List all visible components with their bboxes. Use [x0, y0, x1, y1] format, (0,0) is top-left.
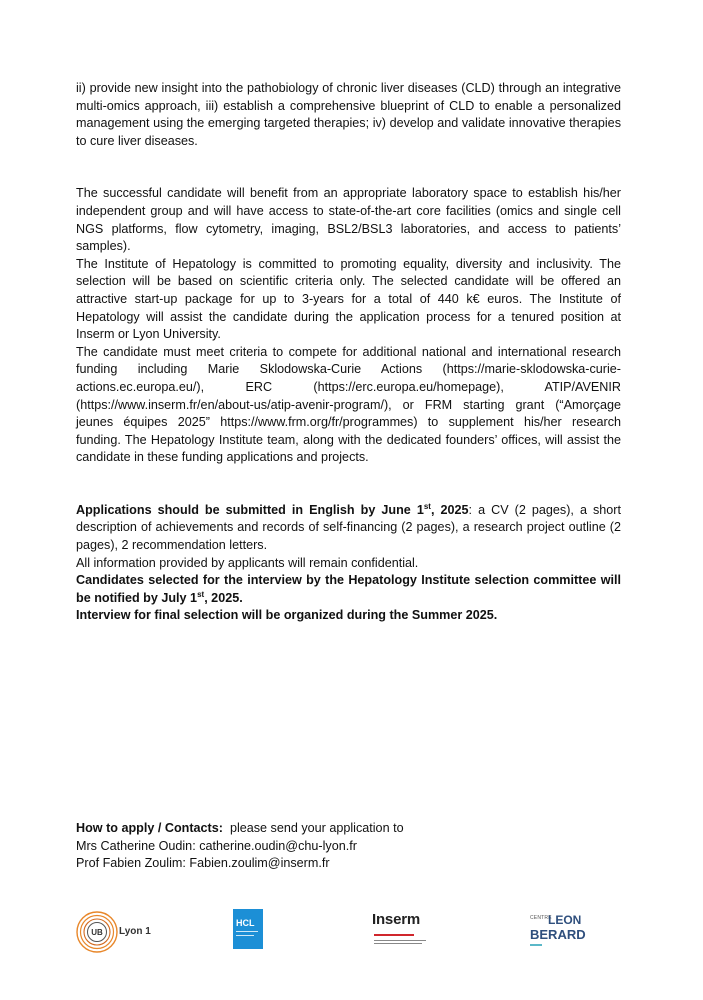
notification-text: Candidates selected for the interview by the Hepatology Institute selection committee will be notified by July 1st, 2025.	[76, 573, 621, 605]
paragraph-applications	[76, 502, 621, 555]
leon-label: LEON	[548, 913, 582, 927]
lyon1-circles-icon	[75, 907, 119, 957]
leon-centre-label: CENTRE	[530, 915, 552, 921]
contacts-intro: please send your application to	[229, 821, 404, 835]
paragraph-funding: The candidate must meet criteria to compete for additional national and international research funding including Marie Sklodowska-Curie Actions (https://marie-sklodowska-curie-actions.ec.europa.eu/), ERC (https://erc.europa.eu/homepage), ATIP/AVENIR (https://www.inserm.fr/en/about-us/atip-avenir-program/), or FRM starting grant (“Amorçage jeunes équipes 2025” https://www.frm.org/fr/programmes) to supplement his/her research funding. The Hepatology Institute team, along with the dedicated founders’ offices, will assist the candidate in these funding applications and projects.	[76, 344, 621, 465]
deadline-text: Applications should be submitted in English by June 1st, 2025	[76, 501, 469, 517]
berard-label: BERARD	[530, 927, 586, 942]
contact-oudin: Mrs Catherine Oudin: catherine.oudin@chu-lyon.fr	[76, 838, 357, 853]
hcl-logo	[233, 909, 263, 949]
inserm-label: Inserm	[372, 911, 420, 928]
lyon1-logo	[75, 907, 185, 959]
logo-strip	[70, 905, 630, 965]
paragraph-facilities: The successful candidate will benefit from an appropriate laboratory space to establish his/her independent group and will have access to state-of-the-art core facilities (omics and single cell NGS platforms, flow cytometry, imaging, BSL2/BSL3 laboratories, and access to patients’ samples).	[76, 186, 621, 254]
inserm-logo	[372, 911, 452, 951]
contacts-heading: How to apply / Contacts:	[76, 821, 223, 835]
hcl-label: HCL	[236, 918, 255, 928]
confidential-text: All information provided by applicants will remain confidential.	[76, 555, 419, 570]
lyon1-label: Lyon 1	[119, 926, 151, 937]
contacts-heading-line	[76, 820, 621, 838]
requirements-text: : a CV (2 pages), a short description of achievements and records of self-financing (2 pages), a research project outline (2 pages), 2 recommendation letters.	[76, 502, 622, 553]
svg-text:UB: UB	[91, 928, 103, 937]
paragraph-equality: The Institute of Hepatology is committed to promoting equality, diversity and inclusivity. The selection will be based on scientific criteria only. The selected candidate will be offered an attractive start-up package for up to 3-years for a total of 440 k€ euros. The Institute of Hepatology will assist the candidate during the application process for a tenured position at Inserm or Lyon University.	[76, 256, 621, 342]
interview-text: Interview for final selection will be organized during the Summer 2025.	[76, 608, 498, 623]
contacts-section	[76, 820, 621, 873]
leon-berard-logo	[528, 913, 598, 953]
paragraph-objectives: ii) provide new insight into the pathobiology of chronic liver diseases (CLD) through an integrative multi-omics approach, iii) establish a comprehensive blueprint of CLD to enable a personalized management using the emerging targeted therapies; iv) develop and validate innovative therapies to cure liver diseases.	[76, 81, 621, 148]
contact-zoulim: Prof Fabien Zoulim: Fabien.zoulim@inserm.fr	[76, 856, 330, 871]
document-body	[76, 80, 621, 625]
